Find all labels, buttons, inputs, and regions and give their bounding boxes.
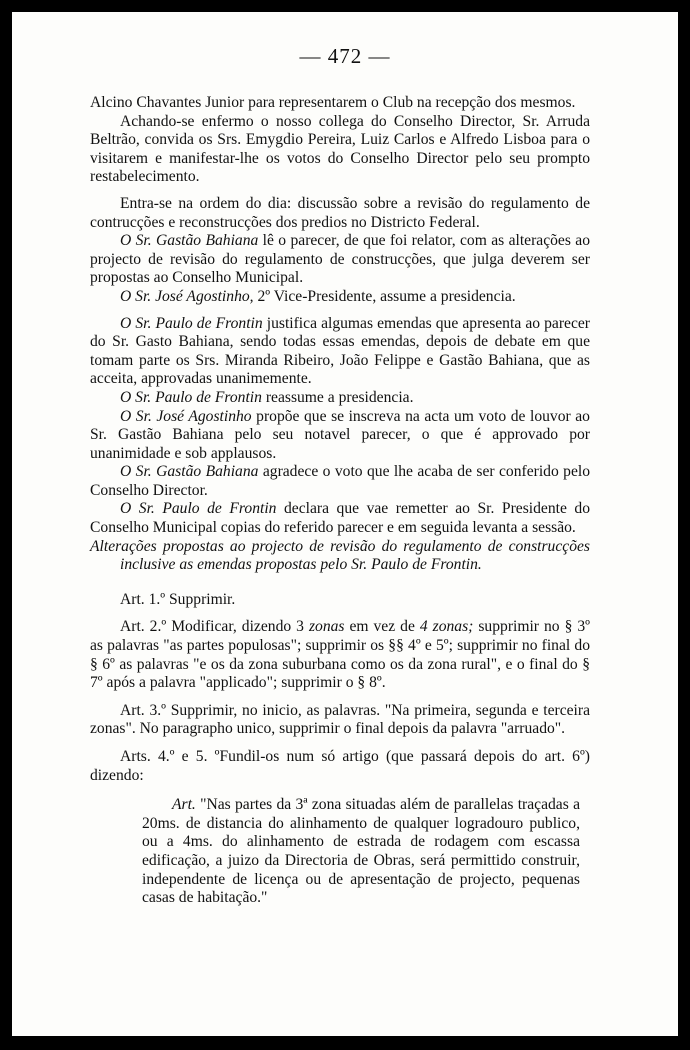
speaker-name: O Sr. Paulo de Frontin [120, 388, 262, 406]
paragraph-1: Alcino Chavantes Junior para representarem o Club na recepção dos mesmos. [90, 94, 576, 111]
speaker-name: O Sr. Gastão Bahiana [120, 463, 259, 481]
quoted-article [142, 796, 580, 908]
section-heading: Alterações propostas ao projecto de revisão do regulamento de construcções inclusive as emendas propostas pelo Sr. Paulo de Frontin. [90, 537, 590, 574]
paragraph-8 [90, 408, 590, 464]
paragraph-4 [90, 232, 590, 288]
paragraph-9 [90, 463, 590, 500]
article-1: Art. 1.º Supprimir. [120, 590, 236, 608]
speaker-name: O Sr. Paulo de Frontin [120, 500, 277, 518]
article-2 [90, 618, 590, 692]
paragraph-text: propõe que se inscreva na acta um voto de louvor ao Sr. Gastão Bahiana pelo seu notavel parecer, o que é approvado por unanimidade e sob applausos. [90, 407, 590, 462]
paragraph-text: lê o parecer, de que foi relator, com as alterações ao projecto de revisão do regulamento de construcções, que julga deverem ser propostas ao Conselho Municipal. [90, 232, 590, 287]
zonas-term: zonas [308, 618, 345, 636]
page-body [90, 94, 590, 908]
paragraph-text: agradece o voto que lhe acaba de ser conferido pelo Conselho Director. [90, 463, 590, 499]
speaker-name: O Sr. José Agostinho [120, 407, 252, 425]
page-number: — 472 — [299, 44, 391, 68]
paragraph-text: 2º Vice-Presidente, assume a presidencia. [253, 287, 516, 305]
quote-text: "Nas partes da 3ª zona situadas além de parallelas traçadas a 20ms. de distancia do alinhamento de qualquer logradouro publico, ou a 4ms. do alinhamento de estrada de rodagem com escassa edificação, a juizo da Directoria de Obras, será permittido construir, independente de licença ou de apresentação de projecto, pequenas casas de habitação." [142, 796, 580, 907]
speaker-name: O Sr. José Agostinho, [120, 287, 254, 305]
article-3: Art. 3.º Supprimir, no inicio, as palavras. "Na primeira, segunda e terceira zonas". No paragrapho unico, supprimir o final depois da palavra "arruado". [90, 701, 590, 738]
paragraph-2: Achando-se enfermo o nosso collega do Conselho Director, Sr. Arruda Beltrão, convida os Srs. Emygdio Pereira, Luiz Carlos e Alfredo Lisboa para o visitarem e manifestar-lhe os votos do Conselho Director pelo seu prompto restabelecimento. [90, 112, 590, 186]
articles-4-5: Arts. 4.º e 5. ºFundil-os num só artigo (que passará depois do art. 6º) dizendo: [90, 748, 590, 784]
document-page [12, 12, 678, 1036]
quote-label: Art. [172, 796, 196, 814]
paragraph-text: justifica algumas emendas que apresenta ao parecer do Sr. Gasto Bahiana, sendo todas essas emendas, depois de debate em que tomam parte os Srs. Miranda Ribeiro, João Felippe e Gastão Bahiana, que as acceita, approvadas unanimemente. [90, 314, 590, 388]
paragraph-3: Entra-se na ordem do dia: discussão sobre a revisão do regulamento de contrucções e reconstrucções dos predios no Districto Federal. [90, 194, 590, 231]
paragraph-text: reassume a presidencia. [261, 388, 414, 406]
paragraph-5 [90, 288, 590, 307]
article-text: Art. 2.º Modificar, dizendo 3 [120, 618, 309, 636]
paragraph-text: declara que vae remetter ao Sr. Presidente do Conselho Municipal copias do referido parecer e em seguida levanta a sessão. [90, 500, 590, 537]
paragraph-7 [90, 389, 590, 408]
paragraph-10 [90, 500, 590, 537]
article-text: supprimir no § 3º as palavras "as partes populosas"; supprimir os §§ 4º e 5º; supprimir no final do § 6º as palavras "e os da zona suburbana como os da zona rural", e o final do § 7º após a palavra "applicado"; supprimir o § 8º. [90, 618, 590, 692]
article-text: em vez de [344, 618, 420, 636]
paragraph-6 [90, 315, 590, 389]
speaker-name: O Sr. Gastão Bahiana [120, 232, 259, 250]
speaker-name: O Sr. Paulo de Frontin [120, 314, 263, 332]
four-zonas-term: 4 zonas; [419, 618, 474, 636]
